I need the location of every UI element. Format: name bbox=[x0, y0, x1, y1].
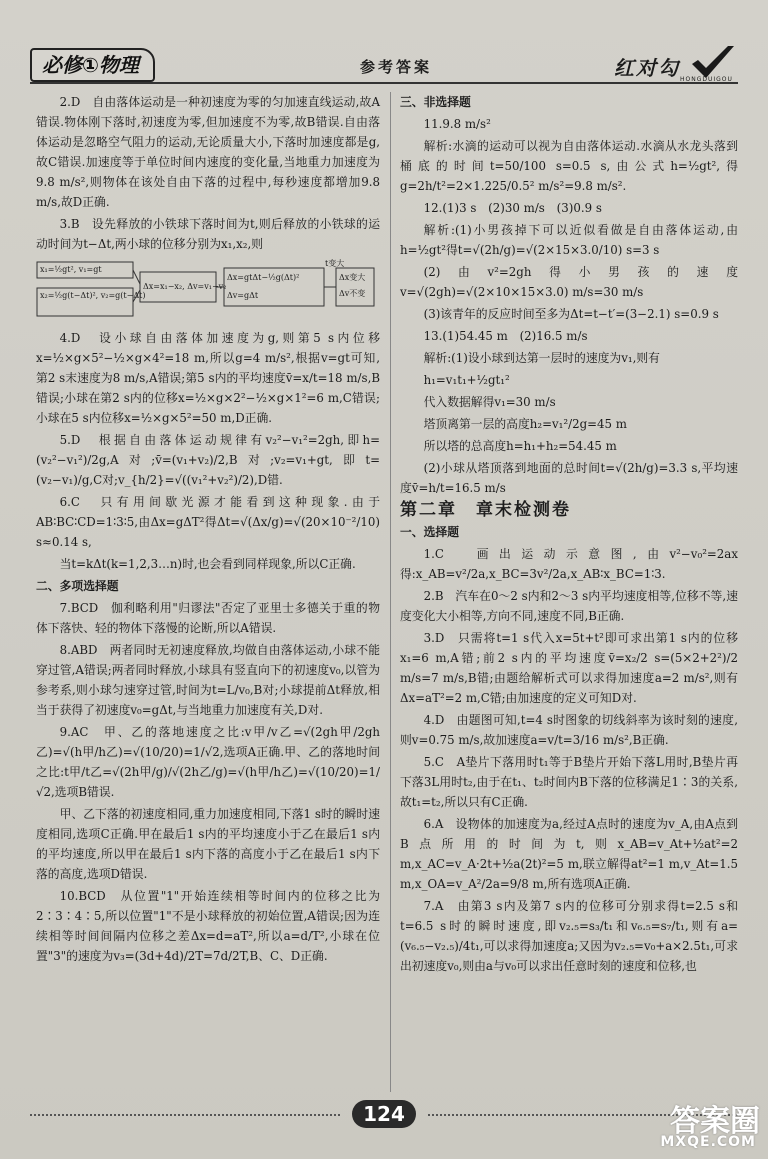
answer-paragraph: 13.(1)54.45 m (2)16.5 m/s bbox=[423, 329, 588, 343]
answer-paragraph: 6.A 设物体的加速度为a,经过A点时的速度为v_A,由A点到B点所用的时间为t,则x_AB=v_At+½at²=2 m,x_AC=v_A·2t+½a(2t)²=5 m,联立解得at²=1 m,v_At=1.5 m,x_OA=v_A²/2a=9/8 m,所有选项A正确. bbox=[400, 817, 738, 891]
answer-paragraph: 塔顶离第一层的高度h₂=v₁²/2g=45 m bbox=[423, 417, 627, 431]
answer-paragraph: 3.B 设先释放的小铁球下落时间为t,则后释放的小铁球的运动时间为t−Δt,两小球的位移分别为x₁,x₂,则 bbox=[36, 217, 380, 251]
answer-paragraph: 解析:水滴的运动可以视为自由落体运动.水滴从水龙头落到桶底的时间t=50/100 s=0.5 s,由公式h=½gt²,得g=2h/t²=2×1.225/0.5² m/s²=9.8 m/s². bbox=[400, 139, 738, 193]
answer-paragraph: 10.BCD 从位置"1"开始连续相等时间内的位移之比为2∶3∶4∶5,所以位置"1"不是小球释放的初始位置,A错误;因为连续相等时间间隔内位移之差Δx=d=aT²,所以a=d/T²,小球在位置"3"的速度为v₃=(3d+4d)/2T=7d/2T,B、C、D正确. bbox=[36, 889, 380, 963]
footer-rule-left bbox=[30, 1114, 340, 1116]
answer-paragraph: 1.C 画出运动示意图,由v²−v₀²=2ax得:x_AB=v²/2a,x_BC=3v²/2a,x_AB∶x_BC=1∶3. bbox=[400, 547, 738, 581]
answer-paragraph: 甲、乙下落的初速度相同,重力加速度相同,下落1 s时的瞬时速度相同,选项C正确.甲在最后1 s内的平均速度小于乙在最后1 s内的平均速度,所以甲在最后1 s内下落的高度小于乙在最后1 s内下落的高度,选项D错误. bbox=[36, 807, 380, 881]
answer-paragraph: 4.D 设小球自由落体加速度为g,则第5 s内位移x=½×g×5²−½×g×4²=18 m,所以g=4 m/s²,根据v=gt可知,第2 s末速度为8 m/s,A错误;第5 s内的平均速度v̄=x/t=18 m/s,B错误;小球在第2 s内的位移x=½×g×2²−½×g×1²=6 m,C错误;小球在5 s内位移x=½×g×5²=50 m,D正确. bbox=[36, 331, 380, 425]
answer-paragraph: 解析:(1)设小球到达第一层时的速度为v₁,则有 bbox=[423, 351, 660, 365]
diagram-box-difference: Δx=x₁−x₂, Δv=v₁−v₂ bbox=[143, 282, 227, 291]
book-title: 必修①物理 bbox=[30, 48, 155, 82]
answer-paragraph: 2.B 汽车在0～2 s内和2～3 s内平均速度相等,位移不等,速度变化大小相等,方向不同,速度不同,B正确. bbox=[400, 589, 738, 623]
answer-paragraph: 所以塔的总高度h=h₁+h₂=54.45 m bbox=[423, 439, 617, 453]
answer-paragraph: 解析:(1)小男孩掉下可以近似看做是自由落体运动,由h=½gt²得t=√(2h/g)=√(2×15×3.0/10) s=3 s bbox=[400, 223, 738, 257]
brand-logo bbox=[610, 42, 738, 86]
answer-paragraph: 8.ABD 两者同时无初速度释放,均做自由落体运动,小球不能穿过管,A错误;两者同时释放,小球具有竖直向下的初速度v₀,以管为参考系,则小球匀速穿过管,时间为t=L/v₀,B对;小球提前Δt释放,相当于获得了初速度v₀=gΔt,与当地重力加速度有关,D对. bbox=[36, 643, 380, 717]
answer-paragraph: 5.D 根据自由落体运动规律有v₂²−v₁²=2gh,即h=(v₂²−v₁²)/2g,A对;v̄=(v₁+v₂)/2,B对;v₂=v₁+gt,即t=(v₂−v₁)/g,C对;v_{h/2}=√((v₁²+v₂²)/2),D错. bbox=[36, 433, 380, 487]
answer-paragraph: 2.D 自由落体运动是一种初速度为零的匀加速直线运动,故A错误.物体刚下落时,初速度为零,但加速度不为零,故B错误.自由落体运动是忽略空气阻力的运动,无论质量大小,下落时加速度都是g,故C错误.加速度等于单位时间内速度的变化量,当地重力加速度为9.8 m/s²,则物体在该处自由下落的过程中,每秒速度都增加9.8 m/s,故D正确. bbox=[36, 95, 380, 209]
left-column bbox=[36, 92, 380, 968]
answer-paragraph: 4.D 由题图可知,t=4 s时图象的切线斜率为该时刻的速度,则v=0.75 m/s,故加速度a=v/t=3/16 m/s²,B正确. bbox=[400, 713, 738, 747]
logo-subtitle: HONGDUIGOU bbox=[680, 76, 733, 83]
diagram-result-dv: Δv=gΔt bbox=[227, 291, 259, 300]
diagram-box-ball2: x₂=½g(t−Δt)², v₂=g(t−Δt) bbox=[40, 291, 146, 300]
section-title: 参考答案 bbox=[360, 58, 433, 76]
answer-paragraph: h₁=v₁t₁+½gt₁² bbox=[423, 373, 510, 387]
chapter-title: 第二章 章末检测卷 bbox=[400, 500, 571, 520]
answer-paragraph: 7.BCD 伽利略利用"归谬法"否定了亚里士多德关于重的物体下落快、轻的物体下落慢的论断,所以A错误. bbox=[36, 601, 380, 635]
diagram-result-dx: Δx=gtΔt−½g(Δt)² bbox=[227, 273, 300, 282]
watermark bbox=[620, 1096, 760, 1156]
answer-paragraph: (2)由v²=2gh得小男孩的速度v=√(2gh)=√(2×10×15×3.0) m/s=30 m/s bbox=[400, 265, 738, 299]
diagram-outcome-dx: Δx变大 bbox=[339, 273, 366, 282]
answer-paragraph: 11.9.8 m/s² bbox=[423, 117, 491, 131]
logo-text: 红对勾 bbox=[614, 56, 680, 80]
section-heading: 一、选择题 bbox=[400, 525, 459, 539]
column-divider bbox=[390, 92, 391, 1092]
page-header bbox=[30, 42, 738, 84]
watermark-url: MXQE.COM bbox=[660, 1134, 756, 1150]
section-heading: 二、多项选择题 bbox=[36, 579, 119, 593]
answer-paragraph: 9.AC 甲、乙的落地速度之比:v甲/v乙=√(2gh甲/2gh乙)=√(h甲/h乙)=√(10/20)=1/√2,选项A正确.甲、乙的落地时间之比:t甲/t乙=√(2h甲/g)/√(2h乙/g)=√(h甲/h乙)=√(10/20)=1/√2,选项B错误. bbox=[36, 725, 380, 799]
answer-paragraph: 7.A 由第3 s内及第7 s内的位移可分别求得t=2.5 s和t=6.5 s时的瞬时速度,即v₂.₅=s₃/t₁和v₆.₅=s₇/t₁,则有a=(v₆.₅−v₂.₅)/4t₁,可以求得加速度a;又因为v₂.₅=v₀+a×2.5t₁,可求出初速度v₀,则由a与v₀可以求出任意时刻的速度和位移,也 bbox=[400, 899, 738, 973]
answer-paragraph: 6.C 只有用间歇光源才能看到这种现象.由于AB∶BC∶CD=1∶3∶5,由Δx=gΔT²得Δt=√(Δx/g)=√(20×10⁻²/10) s≈0.14 s, bbox=[36, 495, 380, 549]
diagram-box-ball1: x₁=½gt², v₁=gt bbox=[40, 265, 102, 274]
answer-paragraph: 5.C A垫片下落用时t₁等于B垫片开始下落L用时,B垫片再下落3L用时t₂,由于在t₁、t₂时间内B下落的位移满足1∶3的关系,故t₁=t₂,所以只有C正确. bbox=[400, 755, 738, 809]
answer-paragraph: (2)小球从塔顶落到地面的总时间t=√(2h/g)=3.3 s,平均速度v̄=h/t=16.5 m/s bbox=[400, 461, 738, 495]
diagram-arrow-label: t变大 bbox=[325, 259, 345, 268]
answer-paragraph: (3)该青年的反应时间至多为Δt=t−t′=(3−2.1) s=0.9 s bbox=[423, 307, 719, 321]
page-number: 124 bbox=[352, 1100, 416, 1128]
right-column bbox=[400, 92, 738, 978]
section-heading: 三、非选择题 bbox=[400, 95, 471, 109]
answer-paragraph: 当t=kΔt(k=1,2,3…n)时,也会看到同样现象,所以C正确. bbox=[59, 557, 356, 571]
diagram-outcome-dv: Δv不变 bbox=[339, 289, 366, 298]
motion-analysis-diagram bbox=[36, 258, 376, 322]
answer-paragraph: 代入数据解得v₁=30 m/s bbox=[423, 395, 556, 409]
answer-paragraph: 12.(1)3 s (2)30 m/s (3)0.9 s bbox=[423, 201, 602, 215]
watermark-logo: 答案圈 bbox=[670, 1104, 760, 1139]
answer-paragraph: 3.D 只需将t=1 s代入x=5t+t²即可求出第1 s内的位移x₁=6 m,A错;前2 s内的平均速度v̄=x₂/2 s=(5×2+2²)/2 m/s=7 m/s,B错;由题给解析式可以求得加速度a=2 m/s²,则有Δx=aT²=2 m,C错;由加速度的定义可知D对. bbox=[400, 631, 738, 705]
